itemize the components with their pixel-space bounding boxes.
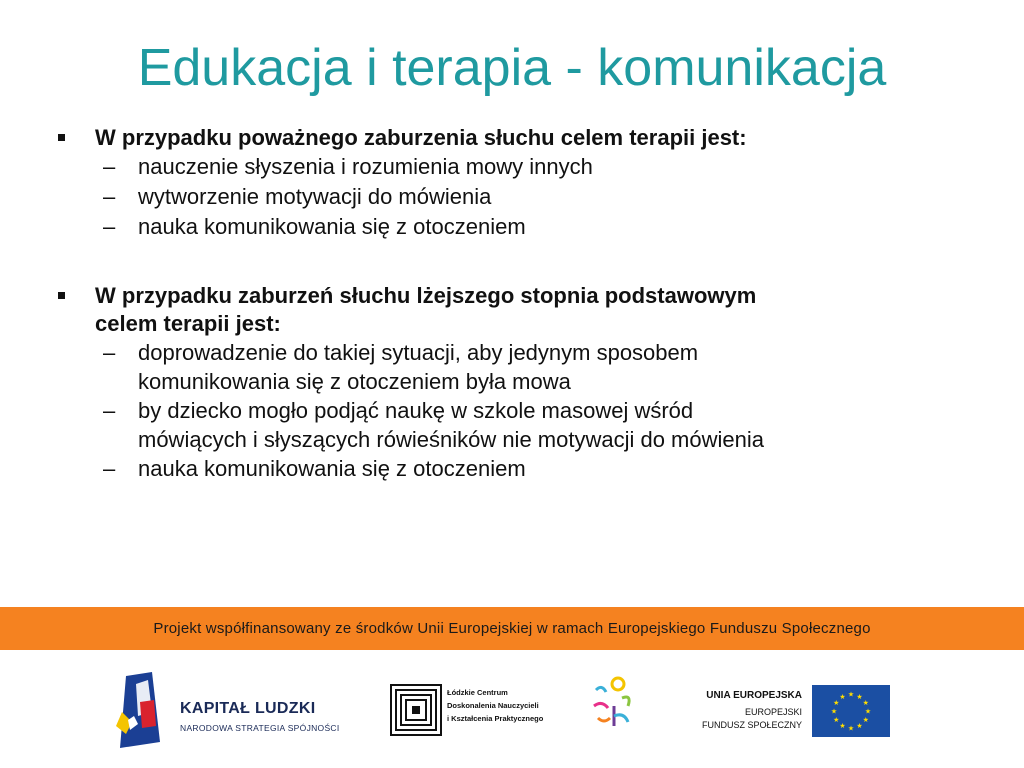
square-bullet-icon [58, 134, 65, 141]
sub-item-text: nauka komunikowania się z otoczeniem [138, 456, 526, 481]
eu-star-icon: ★ [847, 691, 855, 699]
cofinancing-banner [0, 607, 1024, 650]
ldcn-text [447, 686, 557, 725]
kapital-ludzki-subtitle: NARODOWA STRATEGIA SPÓJNOŚCI [180, 723, 340, 733]
sub-item: – by dziecko mogło podjąć naukę w szkole masowej wśród mówiących i słyszących rówieśników nie motywacji do mówienia [103, 398, 764, 452]
sub-item-text-line1: by dziecko mogło podjąć naukę w szkole masowej wśród [138, 398, 694, 423]
square-bullet-icon [58, 292, 65, 299]
eu-star-icon: ★ [847, 725, 855, 733]
eu-star-icon: ★ [833, 717, 840, 724]
slide-content [55, 124, 975, 484]
bullet-1-heading: W przypadku poważnego zaburzenia słuchu celem terapii jest: [95, 125, 747, 150]
lodzkie-logo [588, 676, 640, 738]
eu-star-icon: ★ [856, 693, 863, 701]
kapital-ludzki-logo [112, 672, 178, 752]
sub-item-text-line2: mówiących i słyszących rówieśników nie motywacji do mówienia [138, 427, 764, 452]
sub-item: – wytworzenie motywacji do mówienia [103, 184, 492, 209]
eu-star-icon: ★ [839, 693, 846, 701]
ue-line2: FUNDUSZ SPOŁECZNY [701, 720, 802, 730]
bullet-2-heading-line1: W przypadku zaburzeń słuchu lżejszego stopnia podstawowym [95, 283, 757, 308]
bullet-2-heading-line2: celem terapii jest: [95, 311, 281, 336]
eu-flag-icon [812, 685, 890, 737]
sub-item: – doprowadzenie do takiej sytuacji, aby jedynym sposobem komunikowania się z otoczeniem była mowa [103, 340, 699, 394]
bullet-1 [55, 124, 975, 152]
eu-star-icon: ★ [833, 700, 840, 707]
ldcn-logo [390, 684, 442, 736]
eu-star-icon: ★ [864, 708, 872, 716]
ldcn-line3: i Kształcenia Praktycznego [447, 714, 544, 723]
sub-item: – nauka komunikowania się z otoczeniem [103, 456, 526, 481]
ldcn-line1: Łódzkie Centrum [447, 688, 508, 697]
slide-title: Edukacja i terapia - komunikacja [137, 39, 887, 97]
sub-item-text: nauczenie słyszenia i rozumienia mowy innych [138, 154, 593, 179]
ue-line1: EUROPEJSKI [744, 707, 802, 717]
sub-item-text-line1: doprowadzenie do takiej sytuacji, aby jedynym sposobem [138, 340, 699, 365]
sub-item: – nauka komunikowania się z otoczeniem [103, 214, 526, 239]
ldcn-line2: Doskonalenia Nauczycieli [447, 701, 539, 710]
eu-star-icon: ★ [830, 708, 838, 716]
sub-item: – nauczenie słyszenia i rozumienia mowy innych [103, 154, 593, 179]
eu-star-icon: ★ [862, 700, 869, 707]
eu-star-icon: ★ [839, 723, 846, 731]
bullet-2 [55, 282, 975, 338]
eu-star-icon: ★ [862, 717, 869, 724]
sub-item-text-line2: komunikowania się z otoczeniem była mowa [138, 369, 571, 394]
eu-star-icon: ★ [856, 723, 863, 731]
sub-item-text: wytworzenie motywacji do mówienia [138, 184, 492, 209]
ue-title: UNIA EUROPEJSKA [706, 690, 802, 701]
sub-item-text: nauka komunikowania się z otoczeniem [138, 214, 526, 239]
kapital-ludzki-title: KAPITAŁ LUDZKI [180, 700, 316, 717]
banner-text: Projekt współfinansowany ze środków Unii Europejskiej w ramach Europejskiego Funduszu Społecznego [153, 620, 871, 637]
